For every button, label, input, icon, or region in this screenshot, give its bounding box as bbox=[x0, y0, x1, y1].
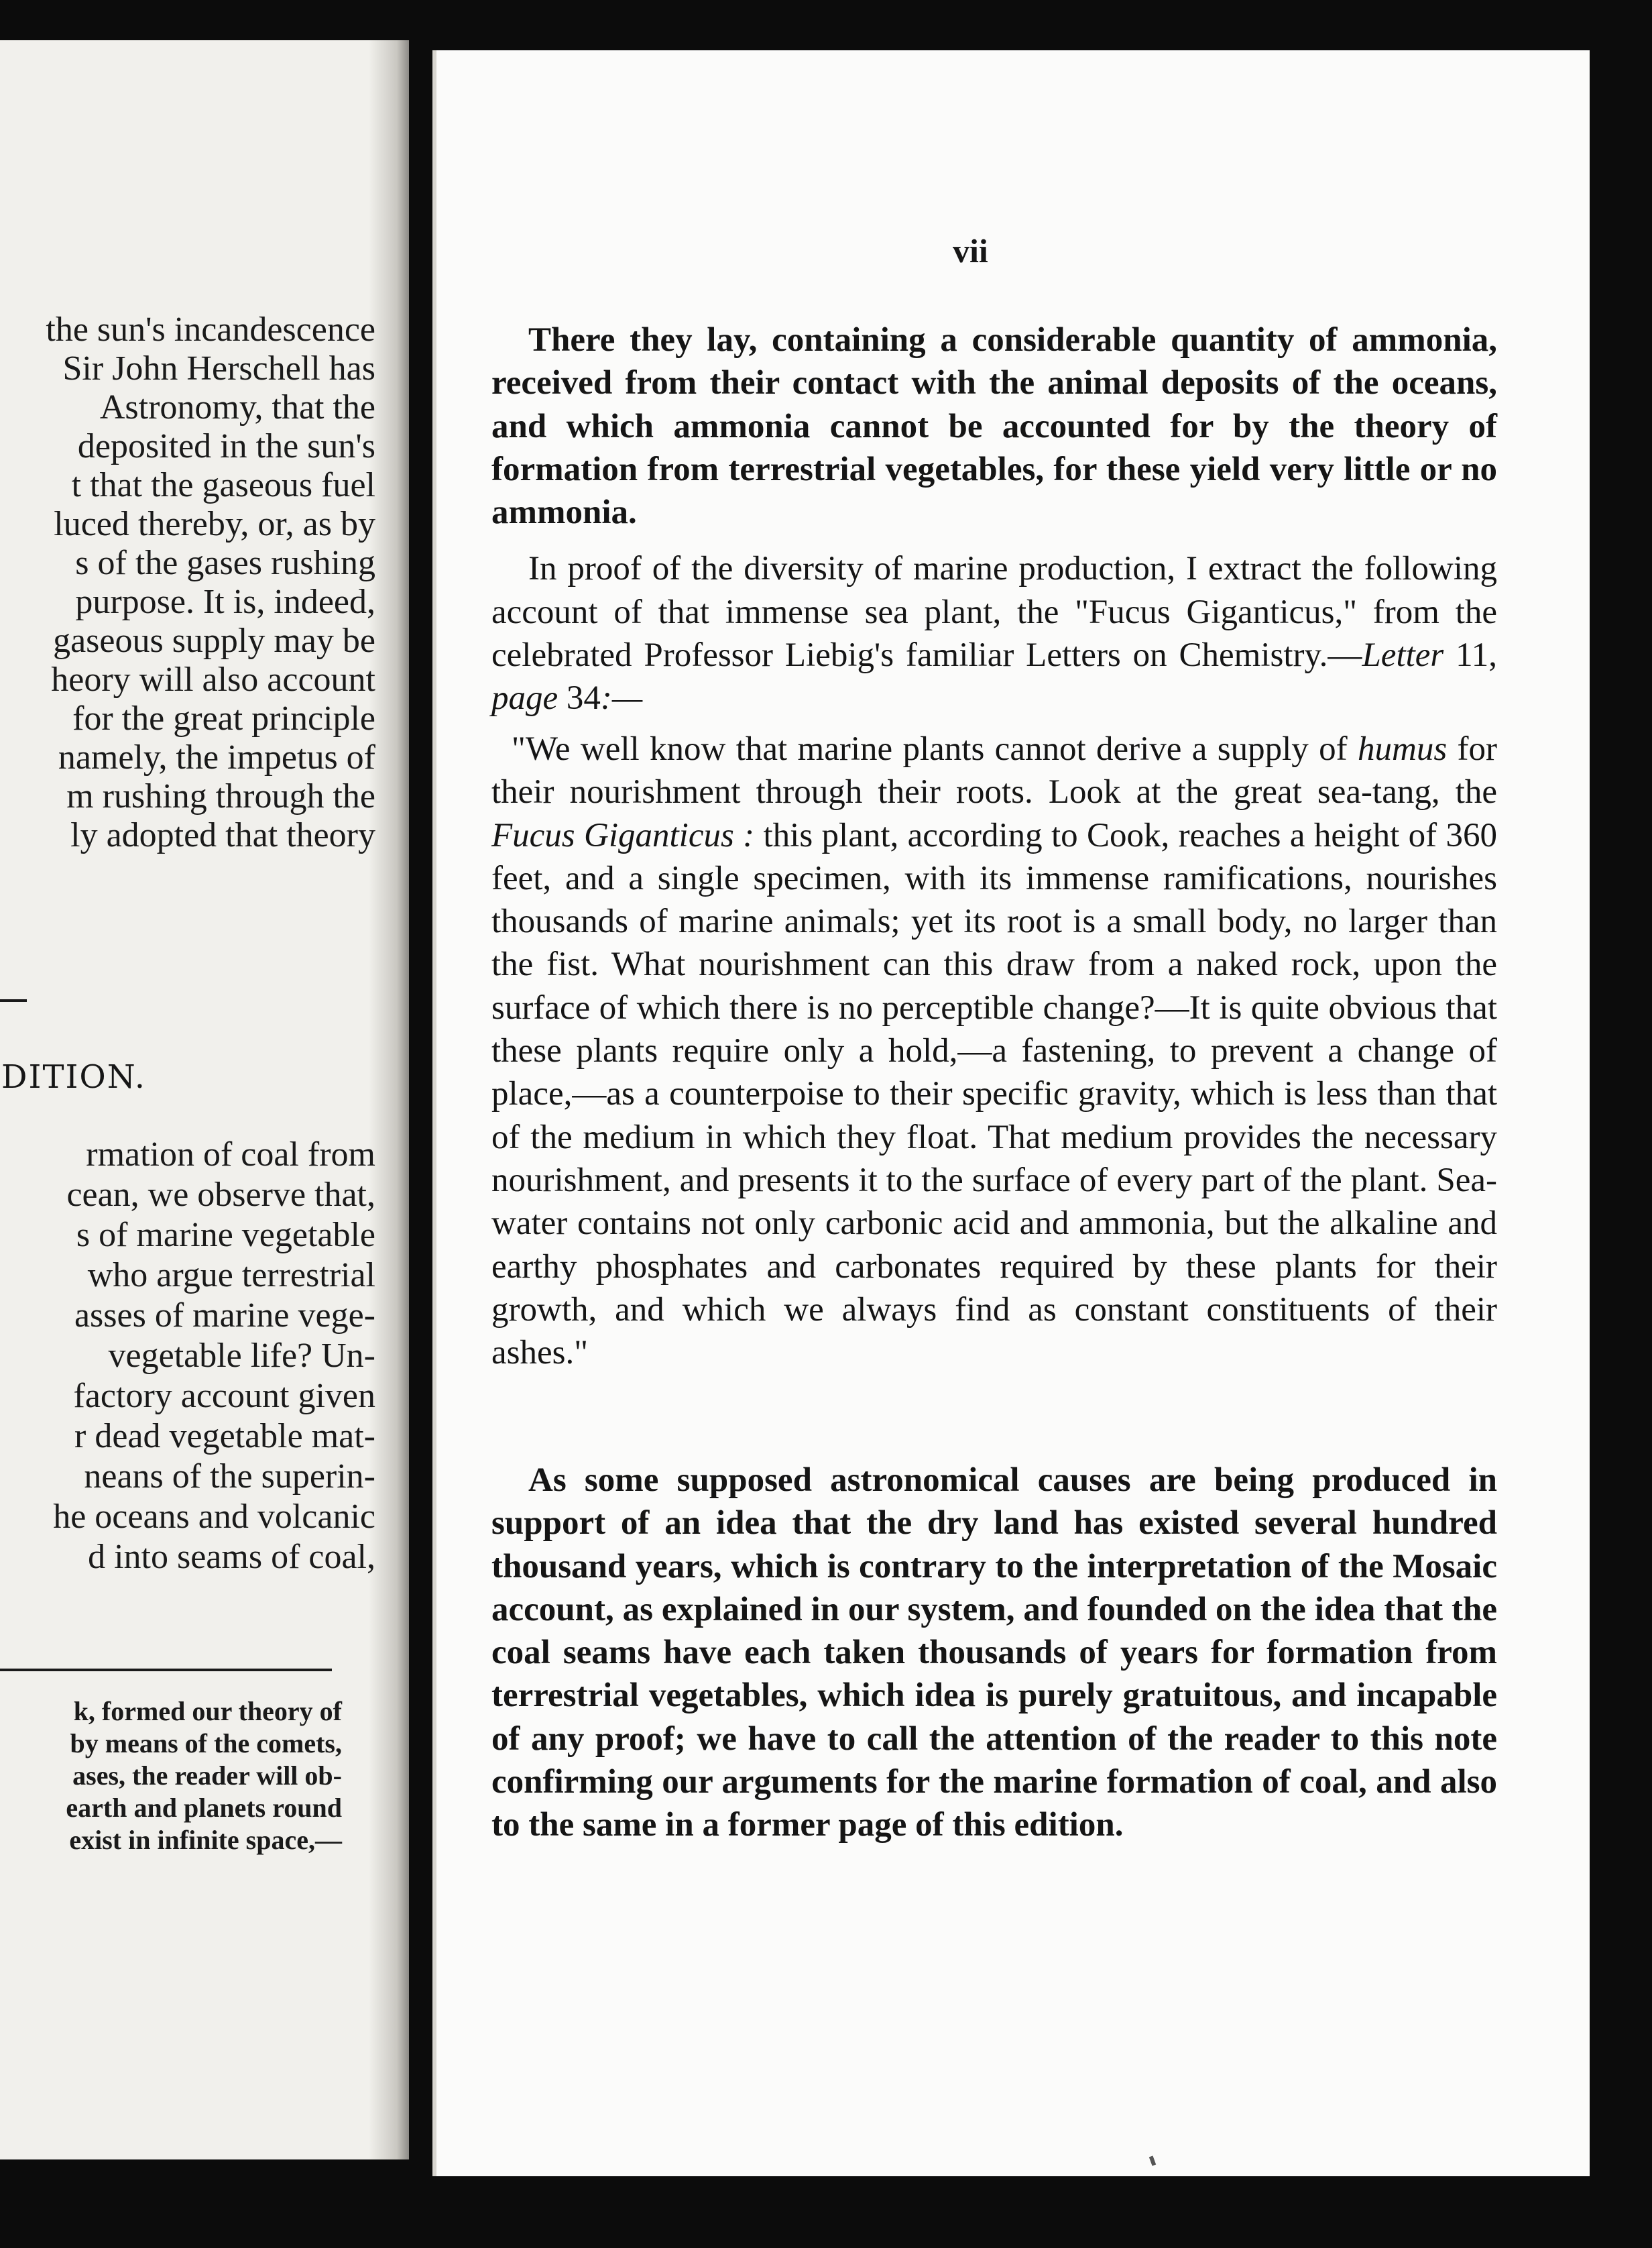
citation-page-number: 34 bbox=[558, 679, 601, 718]
right-page bbox=[432, 50, 1590, 2176]
left-text-line: heory will also account bbox=[51, 661, 375, 699]
left-text-line: gaseous supply may be bbox=[53, 622, 375, 660]
quote-text-part1: "We well know that marine plants cannot derive a supply of bbox=[512, 730, 1358, 768]
left-text-line: Astronomy, that the bbox=[99, 388, 375, 427]
left-text-line: namely, the impetus of bbox=[58, 738, 375, 777]
paragraph-astronomical-causes: As some supposed astronomical causes are being produced in support of an idea that the dry land has existed several hundred thousand years, which is contrary to the interpretation of the Mosaic account, as explained in our system, and founded on the idea that the coal seams have each taken thousands of years for formation from terrestrial vegetables, which idea is purely gratuitous, and incapable of any proof; we have to call the attention of the reader to this note confirming our arguments for the marine formation of coal, and also to the same in a former page of this edition. bbox=[491, 1461, 1497, 1844]
left-text-line: ly adopted that theory bbox=[70, 816, 375, 854]
left-text-line: cean, we observe that, bbox=[66, 1176, 375, 1214]
text-block-quote bbox=[491, 728, 1497, 1374]
print-speck bbox=[1149, 2155, 1156, 2166]
left-text-line: asses of marine vege- bbox=[74, 1296, 375, 1335]
quote-humus: humus bbox=[1357, 730, 1448, 768]
citation-page: page bbox=[491, 679, 558, 718]
left-text-line: t that the gaseous fuel bbox=[71, 466, 375, 504]
left-text-line: s of marine vegetable bbox=[76, 1216, 375, 1254]
left-text-line: d into seams of coal, bbox=[88, 1538, 375, 1576]
left-text-line: the sun's incandescence bbox=[46, 311, 375, 349]
page-number: vii bbox=[953, 232, 988, 270]
left-text-line: he oceans and volcanic bbox=[53, 1498, 375, 1536]
left-text-line: luced thereby, or, as by bbox=[54, 505, 375, 543]
citation-letter: Letter bbox=[1362, 636, 1444, 675]
left-text-line: neans of the superin- bbox=[84, 1457, 375, 1496]
left-text-line: r dead vegetable mat- bbox=[74, 1417, 375, 1455]
paragraph-extract-intro bbox=[491, 547, 1497, 720]
footnote-rule bbox=[0, 1669, 332, 1671]
text-block-lower bbox=[491, 1459, 1497, 1847]
footnote-line: by means of the comets, bbox=[70, 1728, 342, 1758]
left-text-line: purpose. It is, indeed, bbox=[75, 583, 375, 621]
footnote-line: ases, the reader will ob- bbox=[72, 1760, 342, 1791]
text-block-upper bbox=[491, 319, 1497, 720]
footnote-line: earth and planets round bbox=[66, 1793, 342, 1823]
left-text-line: rmation of coal from bbox=[86, 1135, 375, 1174]
section-heading: DITION. bbox=[1, 1058, 146, 1096]
footnote-line: k, formed our theory of bbox=[73, 1696, 342, 1726]
quote-text-part3: this plant, according to Cook, reaches a height of 360 feet, and a single specimen, with its immense ramifications, nourishes thousands of marine animals; yet its root is a small body, no larger than the fist. What nourishment can this draw from a naked rock, upon the surface of which there is no perceptible change?—It is quite obvious that these plants require only a hold,—a fastening, to prevent a change of place,—as a counterpoise to their specific gravity, which is less than that of the medium in which they float. That medium provides the necessary nourishment, and presents it to the surface of every part of the plant. Sea-water contains not only carbonic acid and ammonia, but the alkaline and earthy phosphates and carbonates required by these plants for their growth, and which we always find as constant constituents of their ashes." bbox=[491, 816, 1497, 1372]
left-text-line: s of the gases rushing bbox=[75, 544, 375, 582]
citation-end: :— bbox=[600, 679, 643, 718]
section-dash bbox=[0, 999, 27, 1002]
left-text-line: vegetable life? Un- bbox=[108, 1337, 375, 1375]
left-text-line: m rushing through the bbox=[66, 777, 375, 816]
quote-text-part2: for their nourishment through their roots. Look at the great sea-tang, the bbox=[491, 730, 1497, 811]
left-text-line: factory account given bbox=[73, 1377, 375, 1415]
extract-intro-text: In proof of the diversity of marine production, I extract the following account of that immense sea plant, the "Fucus Giganticus," from the celebrated Professor Liebig's familiar Letters on Chemistry.— bbox=[491, 550, 1497, 675]
quote-fucus-giganticus: Fucus Giganticus : bbox=[491, 816, 755, 854]
left-text-line: Sir John Herschell has bbox=[62, 349, 375, 388]
citation-letter-number: 11, bbox=[1443, 636, 1497, 675]
left-text-line: who argue terrestrial bbox=[87, 1256, 375, 1294]
left-text-line: deposited in the sun's bbox=[77, 427, 375, 465]
left-text-line: for the great principle bbox=[72, 699, 375, 738]
left-page bbox=[0, 40, 409, 2159]
paragraph-ammonia: There they lay, containing a considerable quantity of ammonia, received from their contact with the animal deposits of the oceans, and which ammonia cannot be accounted for by the theory of formation from terrestrial vegetables, for these yield very little or no ammonia. bbox=[491, 321, 1497, 532]
paragraph-liebig-quote bbox=[491, 728, 1497, 1374]
footnote-line: exist in infinite space,— bbox=[69, 1825, 342, 1855]
